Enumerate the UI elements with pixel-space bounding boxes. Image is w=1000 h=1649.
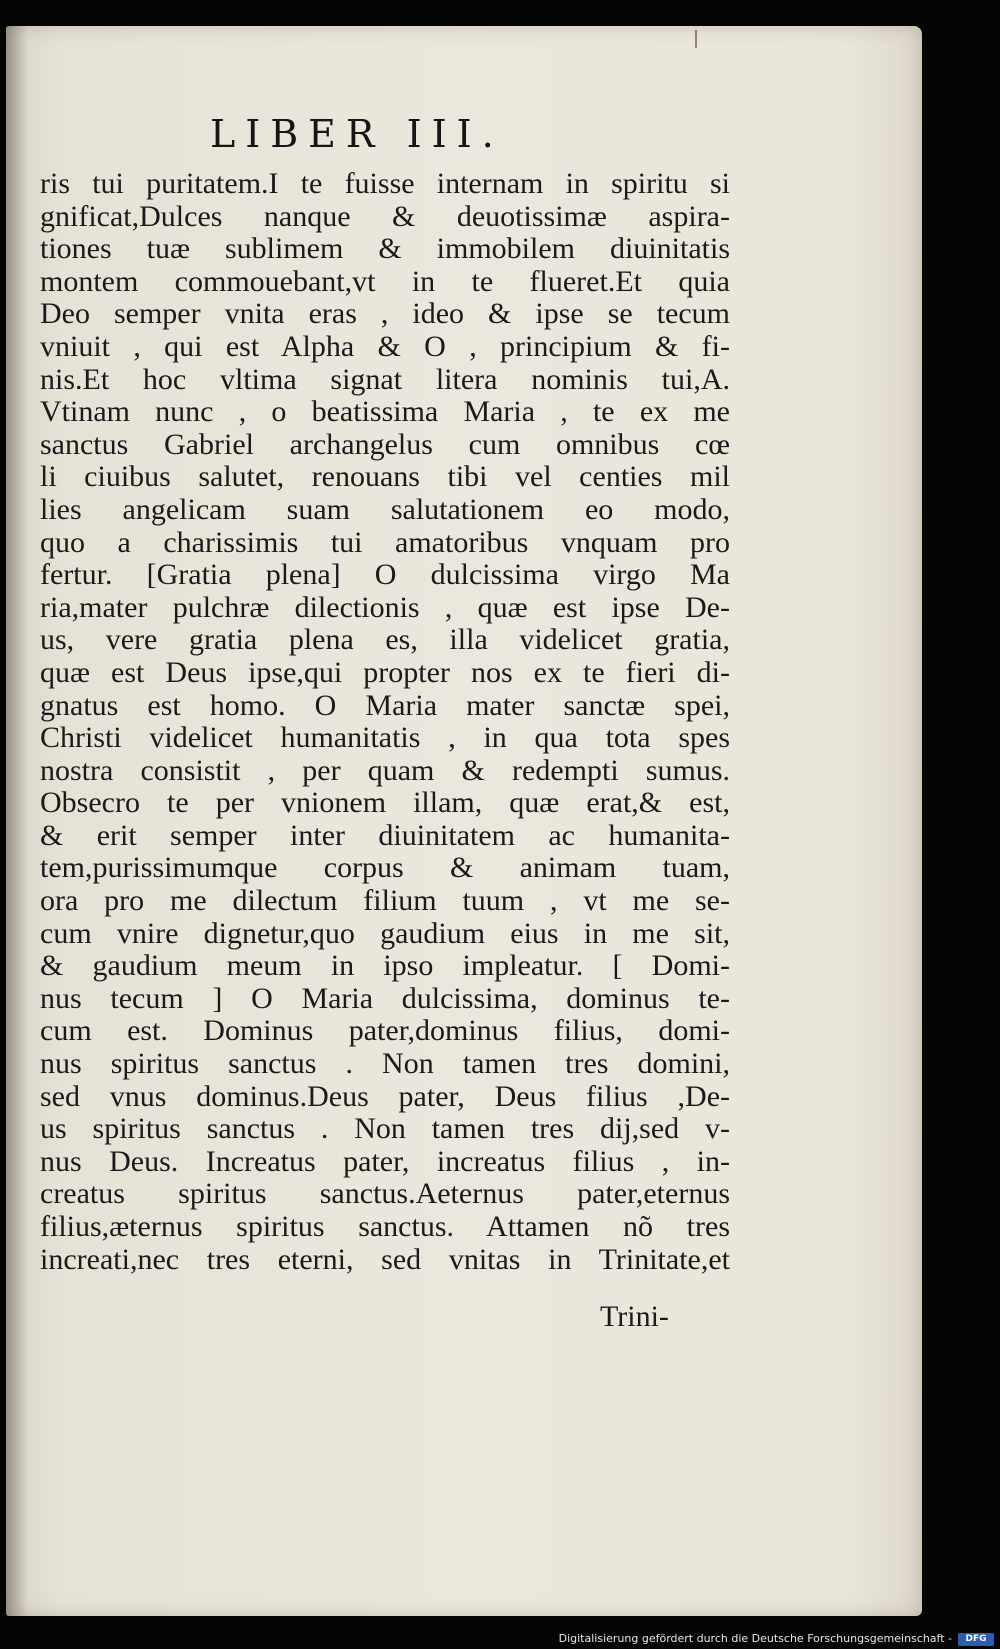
text-line: lies angelicam suam salutationem eo modo,	[40, 493, 730, 526]
text-line: gnificat,Dulces nanque & deuotissimæ aspira-	[40, 200, 730, 233]
text-line: nus spiritus sanctus . Non tamen tres domini,	[40, 1048, 730, 1081]
text-line: tiones tuæ sublimem & immobilem diuinitatis	[40, 233, 730, 266]
text-line: montem commouebant,vt in te flueret.Et quia	[40, 265, 730, 298]
dfg-logo: DFG	[958, 1633, 994, 1646]
text-line: fertur. [Gratia plena] O dulcissima virgo Ma	[40, 559, 730, 592]
text-line: quo a charissimis tui amatoribus vnquam pro	[40, 526, 730, 559]
text-line: & gaudium meum in ipso impleatur. [ Domi-	[40, 950, 730, 983]
text-line: us, vere gratia plena es, illa videlicet gratia,	[40, 624, 730, 657]
text-line: ris tui puritatem.I te fuisse internam in spiritu si	[40, 168, 730, 200]
text-line: nostra consistit , per quam & redempti sumus.	[40, 754, 730, 787]
text-line: us spiritus sanctus . Non tamen tres dij,sed v-	[40, 1113, 730, 1146]
footer-credit: Digitalisierung gefördert durch die Deutsche Forschungsgemeinschaft -	[558, 1632, 952, 1645]
text-line: ora pro me dilectum filium tuum , vt me se-	[40, 885, 730, 918]
text-line: Obsecro te per vnionem illam, quæ erat,& est,	[40, 787, 730, 820]
text-line: li ciuibus salutet, renouans tibi vel centies mil	[40, 461, 730, 494]
text-block	[40, 168, 730, 1276]
text-line: sed vnus dominus.Deus pater, Deus filius ,De-	[40, 1080, 730, 1113]
text-line: cum est. Dominus pater,dominus filius, domi-	[40, 1015, 730, 1048]
ink-mark	[695, 30, 697, 48]
catchword: Trini-	[600, 1300, 669, 1333]
running-head: LIBER III.	[210, 112, 504, 156]
text-line: vniuit , qui est Alpha & O , principium & fi-	[40, 330, 730, 363]
text-line: nis.Et hoc vltima signat litera nominis tui,A.	[40, 363, 730, 396]
text-line: sanctus Gabriel archangelus cum omnibus cœ	[40, 428, 730, 461]
text-line: ria,mater pulchræ dilectionis , quæ est ipse De-	[40, 591, 730, 624]
text-line: nus Deus. Increatus pater, increatus filius , in-	[40, 1145, 730, 1178]
text-line: quæ est Deus ipse,qui propter nos ex te fieri di-	[40, 656, 730, 689]
text-line: Vtinam nunc , o beatissima Maria , te ex me	[40, 396, 730, 429]
text-line: Christi videlicet humanitatis , in qua tota spes	[40, 722, 730, 755]
text-line: cum vnire dignetur,quo gaudium eius in me sit,	[40, 917, 730, 950]
text-line: increati,nec tres eterni, sed vnitas in Trinitate,et	[40, 1243, 730, 1276]
spine-shadow	[6, 26, 28, 1616]
text-line: & erit semper inter diuinitatem ac humanita-	[40, 819, 730, 852]
text-line: tem,purissimumque corpus & animam tuam,	[40, 852, 730, 885]
text-line: filius,æternus spiritus sanctus. Attamen nõ tres	[40, 1211, 730, 1243]
text-line: gnatus est homo. O Maria mater sanctæ spei,	[40, 689, 730, 722]
text-line: nus tecum ] O Maria dulcissima, dominus te-	[40, 982, 730, 1015]
text-line: creatus spiritus sanctus.Aeternus pater,eternus	[40, 1178, 730, 1211]
text-line: Deo semper vnita eras , ideo & ipse se tecum	[40, 298, 730, 331]
